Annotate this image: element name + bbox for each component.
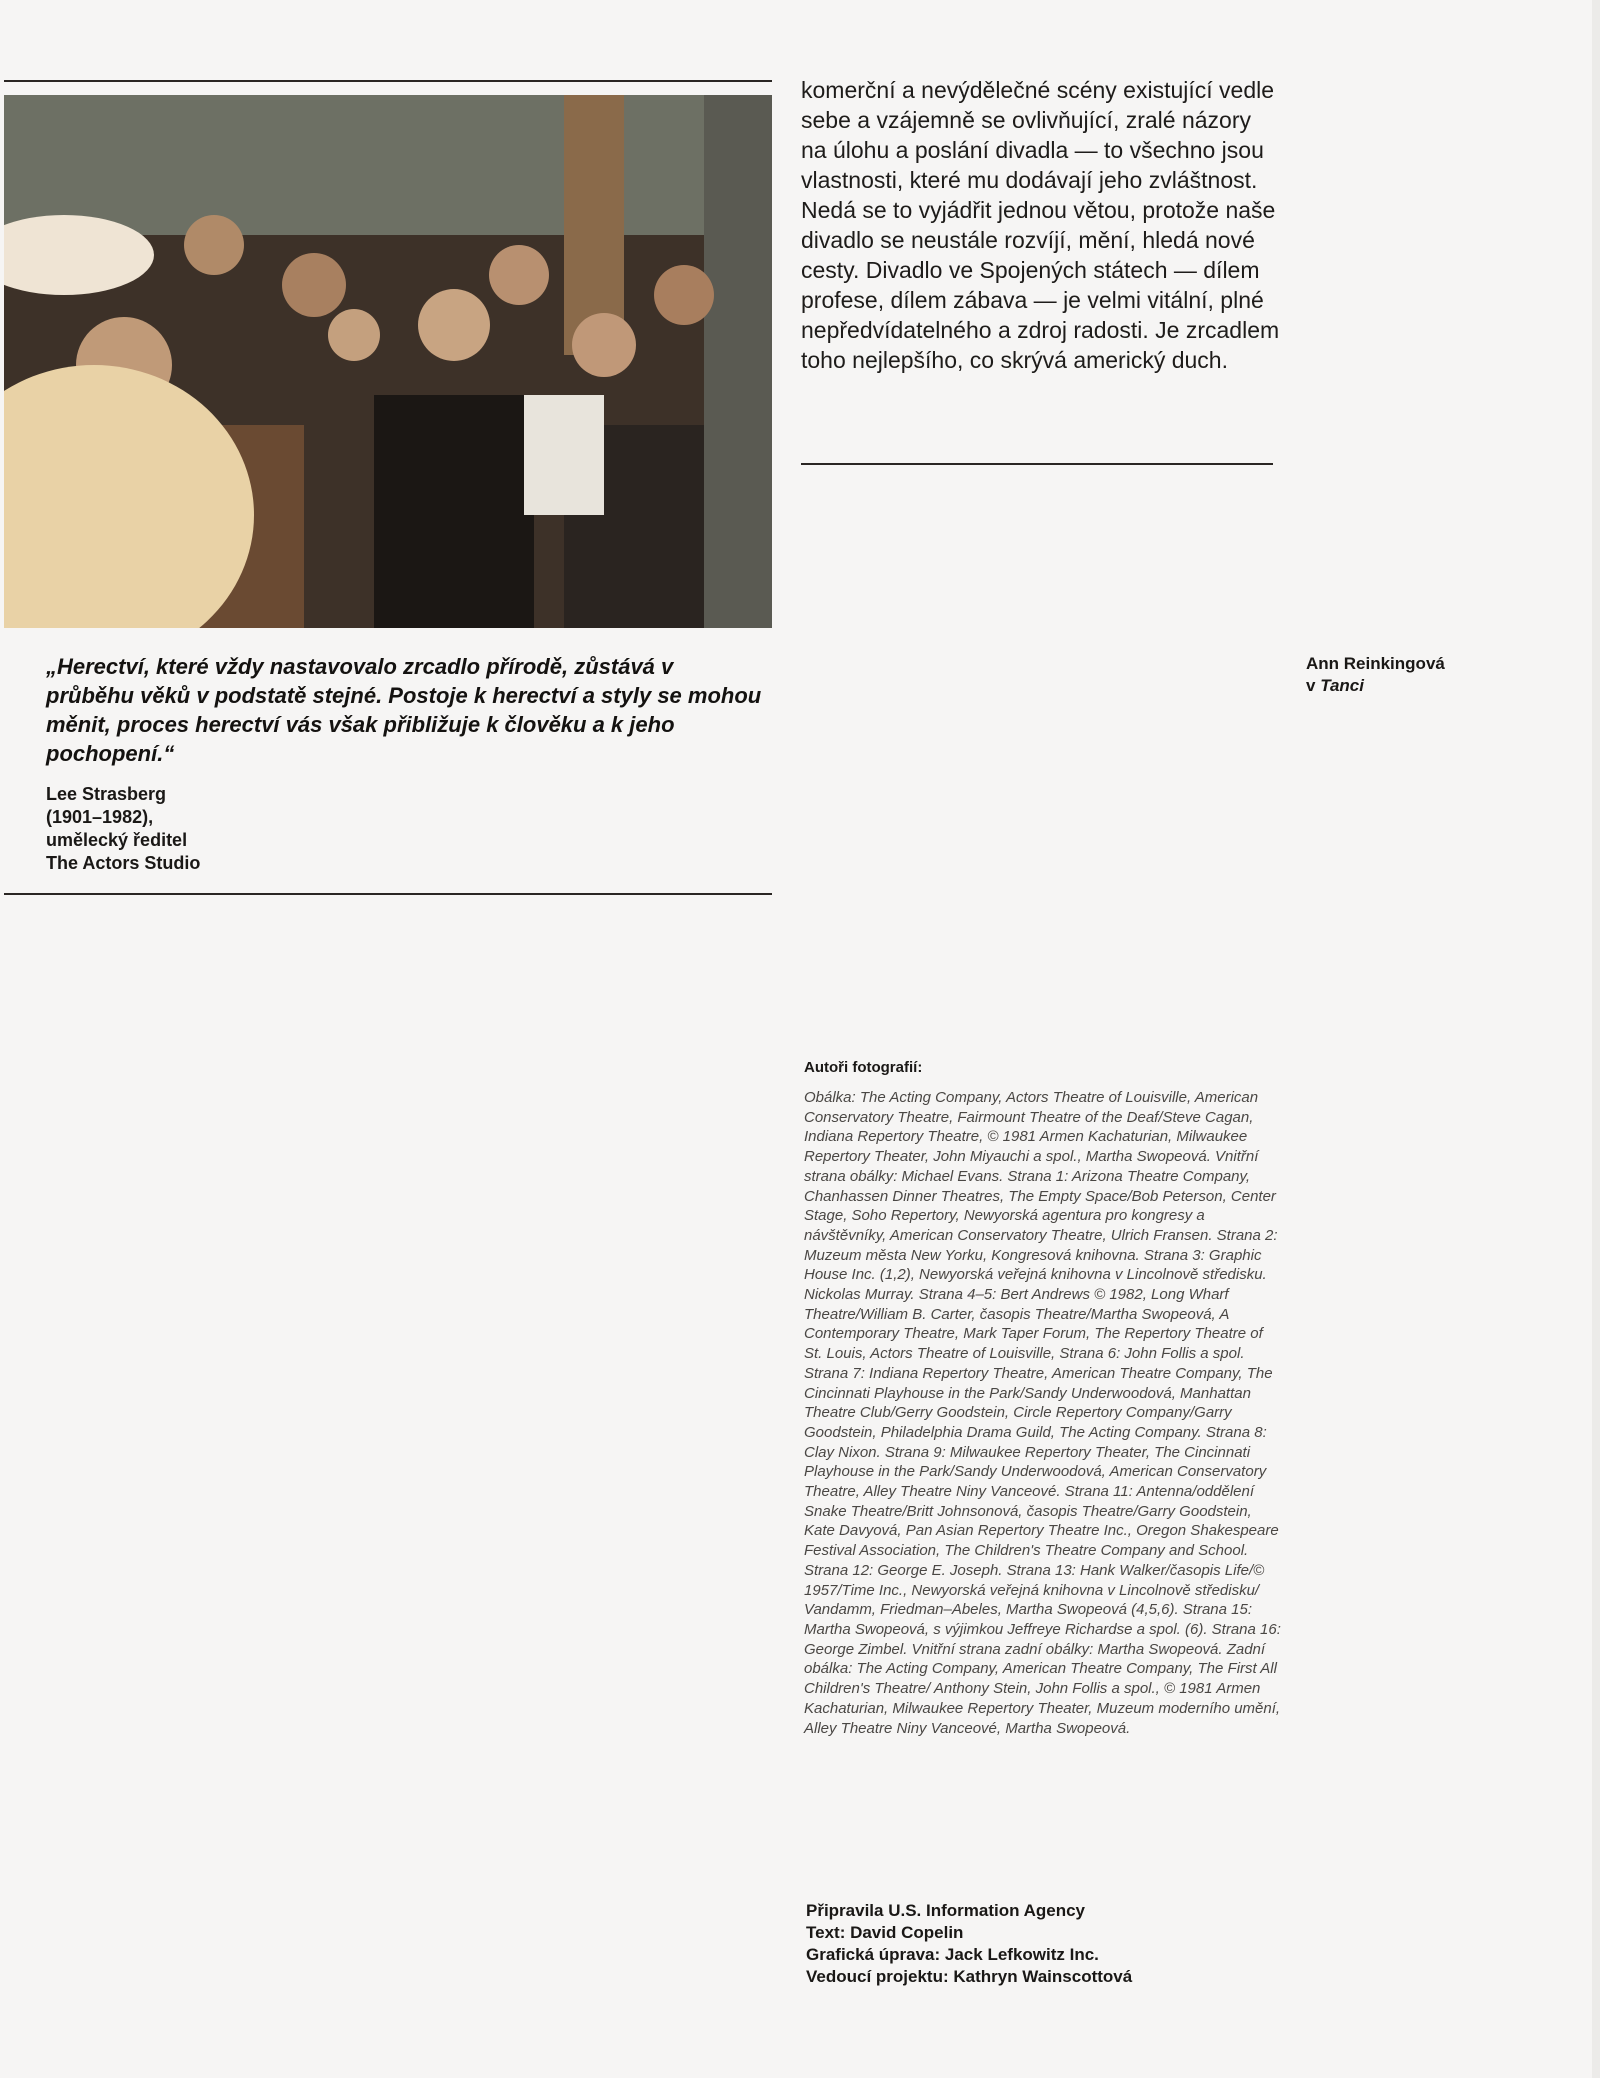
right-rule [801, 463, 1273, 465]
quote-author [46, 783, 446, 875]
caption-name: Ann Reinkingová [1306, 654, 1445, 673]
caption-work-line [1306, 675, 1566, 697]
photo-credits: Obálka: The Acting Company, Actors Theatre of Louisville, American Conservatory Theatre, Fairmount Theatre of the Deaf/Steve Cagan, Indiana Repertory Theatre, © 1981 Armen Kachaturian, Milwaukee Repertory Theater, John Miyauchi a spol., Martha Swopeová. Vnitřní strana obálky: Michael Evans. Strana 1: Arizona Theatre Company, Chanhassen Dinner Theatres, The Empty Space/Bob Peterson, Center Stage, Soho Repertory, Newyorská agentura pro kongresy a návštěvníky, American Conservatory Theatre, Ulrich Fransen. Strana 2: Muzeum města New Yorku, Kongresová knihovna. Strana 3: Graphic House Inc. (1,2), Newyorská veřejná knihovna v Lincolnově středisku. Nickolas Murray. Strana 4–5: Bert Andrews © 1982, Long Wharf Theatre/William B. Carter, časopis Theatre/Martha Swopeová, A Contemporary Theatre, Mark Taper Forum, The Repertory Theatre of St. Louis, Actors Theatre of Louisville, Strana 6: John Follis a spol. Strana 7: Indiana Repertory Theatre, American Theatre Company, The Cincinnati Playhouse in the Park/Sandy Underwoodová, Manhattan Theatre Club/Gerry Goodstein, Circle Repertory Company/Garry Goodstein, Philadelphia Drama Guild, The Acting Company. Strana 8: Clay Nixon. Strana 9: Milwaukee Repertory Theater, The Cincinnati Playhouse in the Park/Sandy Underwoodová, American Conservatory Theatre, Alley Theatre Niny Vanceové. Strana 11: Antenna/oddělení Snake Theatre/Britt Johnsonová, časopis Theatre/Garry Goodstein, Kate Davyová, Pan Asian Repertory Theatre Inc., Oregon Shakespeare Festival Association, The Children's Theatre Company and School. Strana 12: George E. Joseph. Strana 13: Hank Walker/časopis Life/© 1957/Time Inc., Newyorská veřejná knihovna v Lincolnově středisku/ Vandamm, Friedman–Abeles, Martha Swopeová (4,5,6). Strana 15: Martha Swopeová, s výjimkou Jeffreye Richardse a spol. (6). Strana 16: George Zimbel. Vnitřní strana zadní obálky: Martha Swopeová. Zadní obálka: The Acting Company, American Theatre Company, The First All Children's Theatre/ Anthony Stein, John Follis a spol., © 1981 Armen Kachaturian, Milwaukee Repertory Theater, Muzeum moderního umění, Alley Theatre Niny Vanceové, Martha Swopeová. [804, 1089, 1281, 1737]
bottom-rule [4, 893, 772, 895]
quote-author-line: (1901–1982), [46, 807, 154, 827]
top-rule [4, 80, 772, 82]
caption-prefix: v [1306, 676, 1321, 695]
colophon-line: Vedoucí projektu: Kathryn Wainscottová [806, 1967, 1133, 1986]
pull-quote: „Herectví, které vždy nastavovalo zrcadlo přírodě, zůstává v průběhu věků v podstatě stejné. Postoje k herectví a styly se mohou měnit, proces herectví vás však přibližuje k člověku a k jeho pochopení.“ [46, 654, 762, 766]
quote-author-line: umělecký ředitel [46, 830, 188, 850]
page-edge [1592, 0, 1600, 2078]
caption-work: Tanci [1320, 676, 1364, 695]
photo-caption [1306, 653, 1566, 697]
colophon-line: Text: David Copelin [806, 1923, 964, 1942]
body-paragraph: komerční a nevýdělečné scény existující vedle sebe a vzájemně se ovlivňující, zralé názory na úlohu a poslání divadla — to všechno jsou vlastnosti, které mu dodávají jeho zvláštnost. Nedá se to vyjádřit jednou větou, protože naše divadlo se neustále rozvíjí, mění, hledá nové cesty. Divadlo ve Spojených státech — dílem profese, dílem zábava — je velmi vitální, plné nepředvídatelného a zdroj radosti. Je zrcadlem toho nejlepšího, co skrývá americký duch. [801, 77, 1280, 373]
audience-photo [4, 95, 772, 628]
credits-heading: Autoři fotografií: [804, 1059, 923, 1076]
colophon-line: Grafická úprava: Jack Lefkowitz Inc. [806, 1945, 1099, 1964]
quote-author-line: The Actors Studio [46, 853, 201, 873]
colophon [806, 1900, 1366, 1988]
colophon-line: Připravila U.S. Information Agency [806, 1901, 1085, 1920]
quote-author-line: Lee Strasberg [46, 784, 167, 804]
